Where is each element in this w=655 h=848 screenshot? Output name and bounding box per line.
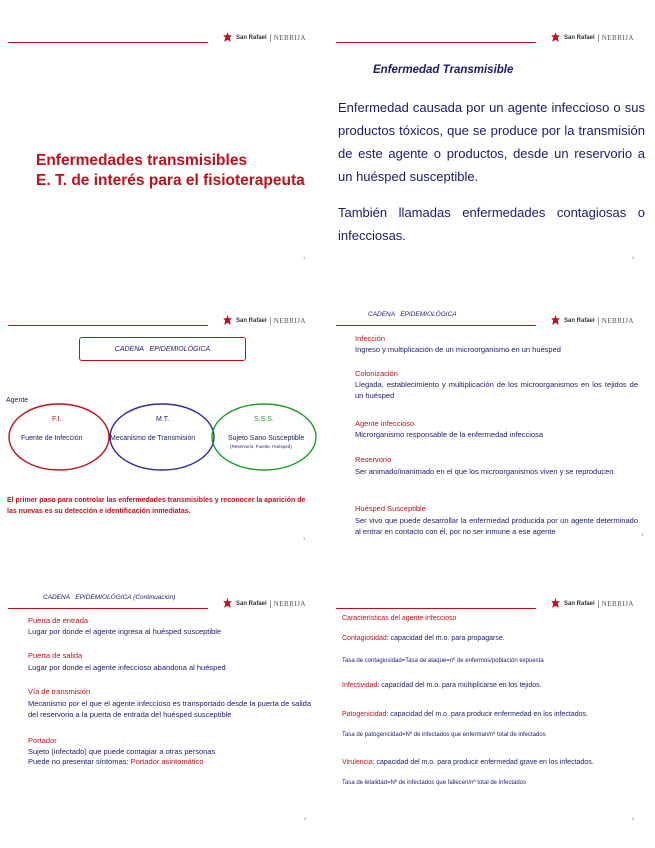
slide-title: CADENA EPIDEMIOLÓGICA (Continuación) xyxy=(43,594,176,601)
portador-text-2 xyxy=(28,756,313,767)
agente-label: Agente xyxy=(6,397,29,404)
header-rule xyxy=(8,608,208,609)
chain-title-box xyxy=(79,337,246,361)
page-number: 1 xyxy=(303,255,306,260)
puerta-salida-label: Puerta de salida xyxy=(28,651,83,660)
brand-sub: NEBRIJA xyxy=(598,600,634,608)
slide-heading: Enfermedad Transmisible xyxy=(373,64,514,76)
infeccion-text: Ingreso y multiplicación de un microorganismo en un huésped xyxy=(355,345,561,354)
brand-sub: NEBRIJA xyxy=(598,34,634,42)
page-number: 3 xyxy=(303,536,306,541)
via-transmision-label: Vía de transmisión xyxy=(28,687,91,696)
page-number: 2 xyxy=(632,255,635,260)
infectividad-row xyxy=(342,680,647,691)
colonizacion-text: Llegada, establecimiento y multiplicación de los microorganismos en los tejidos de un huésped xyxy=(355,380,638,400)
virulencia-row xyxy=(342,757,647,768)
portador-text-2a: Puede no presentar síntomas: xyxy=(28,757,131,766)
header-rule xyxy=(8,42,208,43)
agente-infeccioso-label: Agente infeccioso xyxy=(355,419,415,428)
tasa-letalidad: Tasa de letalidad=Nº de infectados que fallecen/nº total de infectados xyxy=(342,780,527,786)
patogenicidad-row xyxy=(342,709,647,720)
control-note: El primer paso para controlar las enfermedades transmisibles y reconocer la aparición de las nuevas es su detección e identificación inmediatas. xyxy=(7,497,306,515)
slide-3 xyxy=(0,283,327,565)
slide-title-1: Enfermedades transmisibles xyxy=(36,152,248,169)
mt-abbr: M.T. xyxy=(156,416,170,423)
slide-5 xyxy=(0,566,327,848)
brand-logo xyxy=(222,32,306,43)
contagiosidad-term: Contagiosidad xyxy=(342,635,387,642)
via-transmision-text: Mecanismo por el que el agente infeccioso es transportado desde la puerta de salida del reservorio a la puerta de entrada del huésped susceptible xyxy=(28,699,311,719)
chain-title: CADENA EPIDEMIOLÓGICA xyxy=(114,345,211,353)
puerta-salida-text: Lugar por donde el agente infeccioso abandona al huésped xyxy=(28,663,226,672)
virulencia-term: Virulencia xyxy=(342,759,373,766)
portador-label: Portador xyxy=(28,736,57,745)
brand-name: San Rafael xyxy=(564,34,595,41)
portador-asintomatico: Portador asintomático xyxy=(130,757,204,766)
slide-4 xyxy=(328,283,655,565)
brand-name: San Rafael xyxy=(236,34,267,41)
slide-title-2: E. T. de interés para el fisioterapeuta xyxy=(36,172,305,189)
page-number: 6 xyxy=(632,816,635,821)
colonizacion-label: Colonización xyxy=(355,369,398,378)
brand-sub: NEBRIJA xyxy=(270,317,306,325)
sss-sublabel: (Reservorio, Fuente, Huésped) xyxy=(230,444,292,449)
header-rule xyxy=(336,608,536,609)
slide-1 xyxy=(0,0,327,282)
header-rule xyxy=(8,325,208,326)
sss-label: Sujeto Sano Susceptible xyxy=(228,435,305,442)
brand-sub: NEBRIJA xyxy=(270,34,306,42)
brand-name: San Rafael xyxy=(236,600,267,607)
slide-6 xyxy=(328,566,655,848)
fi-label: Fuente de Infección xyxy=(21,435,83,442)
crest-icon xyxy=(222,32,233,43)
fi-abbr: F.I. xyxy=(52,416,62,423)
brand-name: San Rafael xyxy=(564,600,595,607)
portador-text-1: Sujeto (infectado) que puede contagiar a otras personas xyxy=(28,747,216,756)
slide-title: CADENA EPIDEMIOLÓGICA xyxy=(368,311,457,318)
brand-sub: NEBRIJA xyxy=(270,600,306,608)
patogenicidad-term: Patogenicidad xyxy=(342,711,387,718)
contagiosidad-row xyxy=(342,633,647,644)
brand-logo xyxy=(222,315,306,326)
brand-logo xyxy=(550,598,634,609)
brand-name: San Rafael xyxy=(236,317,267,324)
slide-heading: Características del agente infeccioso xyxy=(342,615,457,622)
virulencia-def: : capacidad del m.o. para producir enfermedad grave en los infectados. xyxy=(372,759,594,766)
crest-icon xyxy=(550,598,561,609)
contagiosidad-def: : capacidad del m.o. para propagarse. xyxy=(386,635,505,642)
brand-logo xyxy=(222,598,306,609)
huesped-text: Ser vivo que puede desarrollar la enfermedad producida por un agente determinado al entrar en contacto con él, por no ser inmune a ese agente xyxy=(355,516,638,536)
tasa-contagiosidad: Tasa de contagiosidad=Tasa de ataque=nº de enfermos/población expuesta xyxy=(342,658,544,664)
header-rule xyxy=(336,325,536,326)
patogenicidad-def: : capacidad del m.o. para producir enfermedad en los infectados. xyxy=(386,711,588,718)
tasa-patogenicidad: Tasa de patogenicidad=Nº de infectados que enferman/nº total de infectados xyxy=(342,732,546,738)
also-called-paragraph: También llamadas enfermedades contagiosas o infecciosas. xyxy=(338,205,645,243)
slide-2 xyxy=(328,0,655,282)
crest-icon xyxy=(550,32,561,43)
puerta-entrada-label: Puerta de entrada xyxy=(28,616,89,625)
header-rule xyxy=(336,42,536,43)
brand-logo xyxy=(550,315,634,326)
brand-logo xyxy=(550,32,634,43)
infectividad-term: Infectividad xyxy=(342,682,378,689)
infectividad-def: : capacidad del m.o. para multiplicarse en los tejidos. xyxy=(377,682,542,689)
puerta-entrada-text: Lugar por donde el agente ingresa al huésped susceptible xyxy=(28,627,222,636)
crest-icon xyxy=(222,315,233,326)
brand-sub: NEBRIJA xyxy=(598,317,634,325)
infeccion-label: Infección xyxy=(355,334,386,343)
page-number: 5 xyxy=(304,816,307,821)
page-number: 4 xyxy=(641,532,644,537)
sss-abbr: S.S.S. xyxy=(254,416,274,423)
definition-paragraph: Enfermedad causada por un agente infeccioso o sus productos tóxicos, que se produce por la transmisión de este agente o productos, desde un reservorio a un huésped susceptible. xyxy=(338,100,645,184)
crest-icon xyxy=(550,315,561,326)
agente-infeccioso-text: Microrganismo responsable de la enfermedad infecciosa xyxy=(355,430,544,439)
mt-label: Mecanismo de Transmisión xyxy=(110,435,196,442)
huesped-label: Huésped Susceptible xyxy=(355,504,426,513)
reservorio-label: Reservorio xyxy=(355,455,392,464)
reservorio-text: Ser animado/inanimado en el que los microorganismos viven y se reproducen. xyxy=(355,467,616,476)
brand-name: San Rafael xyxy=(564,317,595,324)
crest-icon xyxy=(222,598,233,609)
